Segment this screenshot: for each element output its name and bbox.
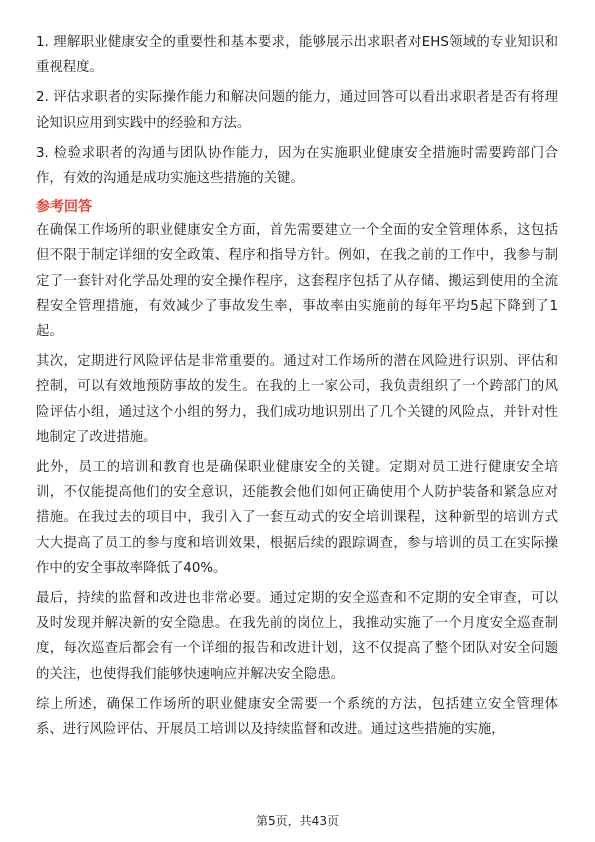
answer-paragraph-2: 其次，定期进行风险评估是非常重要的。通过对工作场所的潜在风险进行识别、评估和控制，可以有效地预防事故的发生。在我的上一家公司，我负责组织了一个跨部门的风险评估小组，通过这个小组的努力，我们成功地识别出了几个关键的风险点，并针对性地制定了改进措施。 (36, 354, 558, 445)
answer-heading: 参考回答 (36, 199, 92, 216)
answer-paragraph-3: 此外，员工的培训和教育也是确保职业健康安全的关键。定期对员工进行健康安全培训，不仅能提高他们的安全意识，还能教会他们如何正确使用个人防护装备和紧急应对措施。在我过去的项目中，我引入了一套互动式的安全培训课程，这种新型的培训方式大大提高了员工的参与度和培训效果，根据后续的跟踪调查，参与培训的员工在实际操作中的安全事故率降低了40%。 (36, 460, 558, 576)
answer-paragraph-4: 最后，持续的监督和改进也非常必要。通过定期的安全巡查和不定期的安全审查，可以及时发现并解决新的安全隐患。在我先前的岗位上，我推动实施了一个月度安全巡查制度，每次巡查后都会有一个详细的报告和改进计划，这不仅提高了整个团队对安全问题的关注，也使得我们能够快速响应并解决安全隐患。 (36, 591, 558, 682)
page-number-footer: 第5页，共43页 (256, 814, 339, 828)
evaluation-point-2: 2. 评估求职者的实际操作能力和解决问题的能力，通过回答可以看出求职者是否有将理论知识应用到实践中的经验和方法。 (36, 90, 558, 131)
evaluation-point-3: 3. 检验求职者的沟通与团队协作能力，因为在实施职业健康安全措施时需要跨部门合作，有效的沟通是成功实施这些措施的关键。 (36, 145, 558, 187)
document-body (36, 30, 558, 747)
answer-paragraph-1: 在确保工作场所的职业健康安全方面，首先需要建立一个全面的安全管理体系，这包括但不限于制定详细的安全政策、程序和指导方针。例如，在我之前的工作中，我参与制定了一套针对化学品处理的安全操作程序，这套程序包括了从存储、搬运到使用的全流程安全管理措施，有效减少了事故发生率，事故率由实施前的每年平均5起下降到了1起。 (36, 223, 558, 340)
evaluation-point-1: 1. 理解职业健康安全的重要性和基本要求，能够展示出求职者对EHS领域的专业知识和重视程度。 (36, 35, 558, 76)
answer-paragraph-5: 综上所述，确保工作场所的职业健康安全需要一个系统的方法，包括建立安全管理体系、进行风险评估、开展员工培训以及持续监督和改进。通过这些措施的实施， (36, 696, 558, 738)
